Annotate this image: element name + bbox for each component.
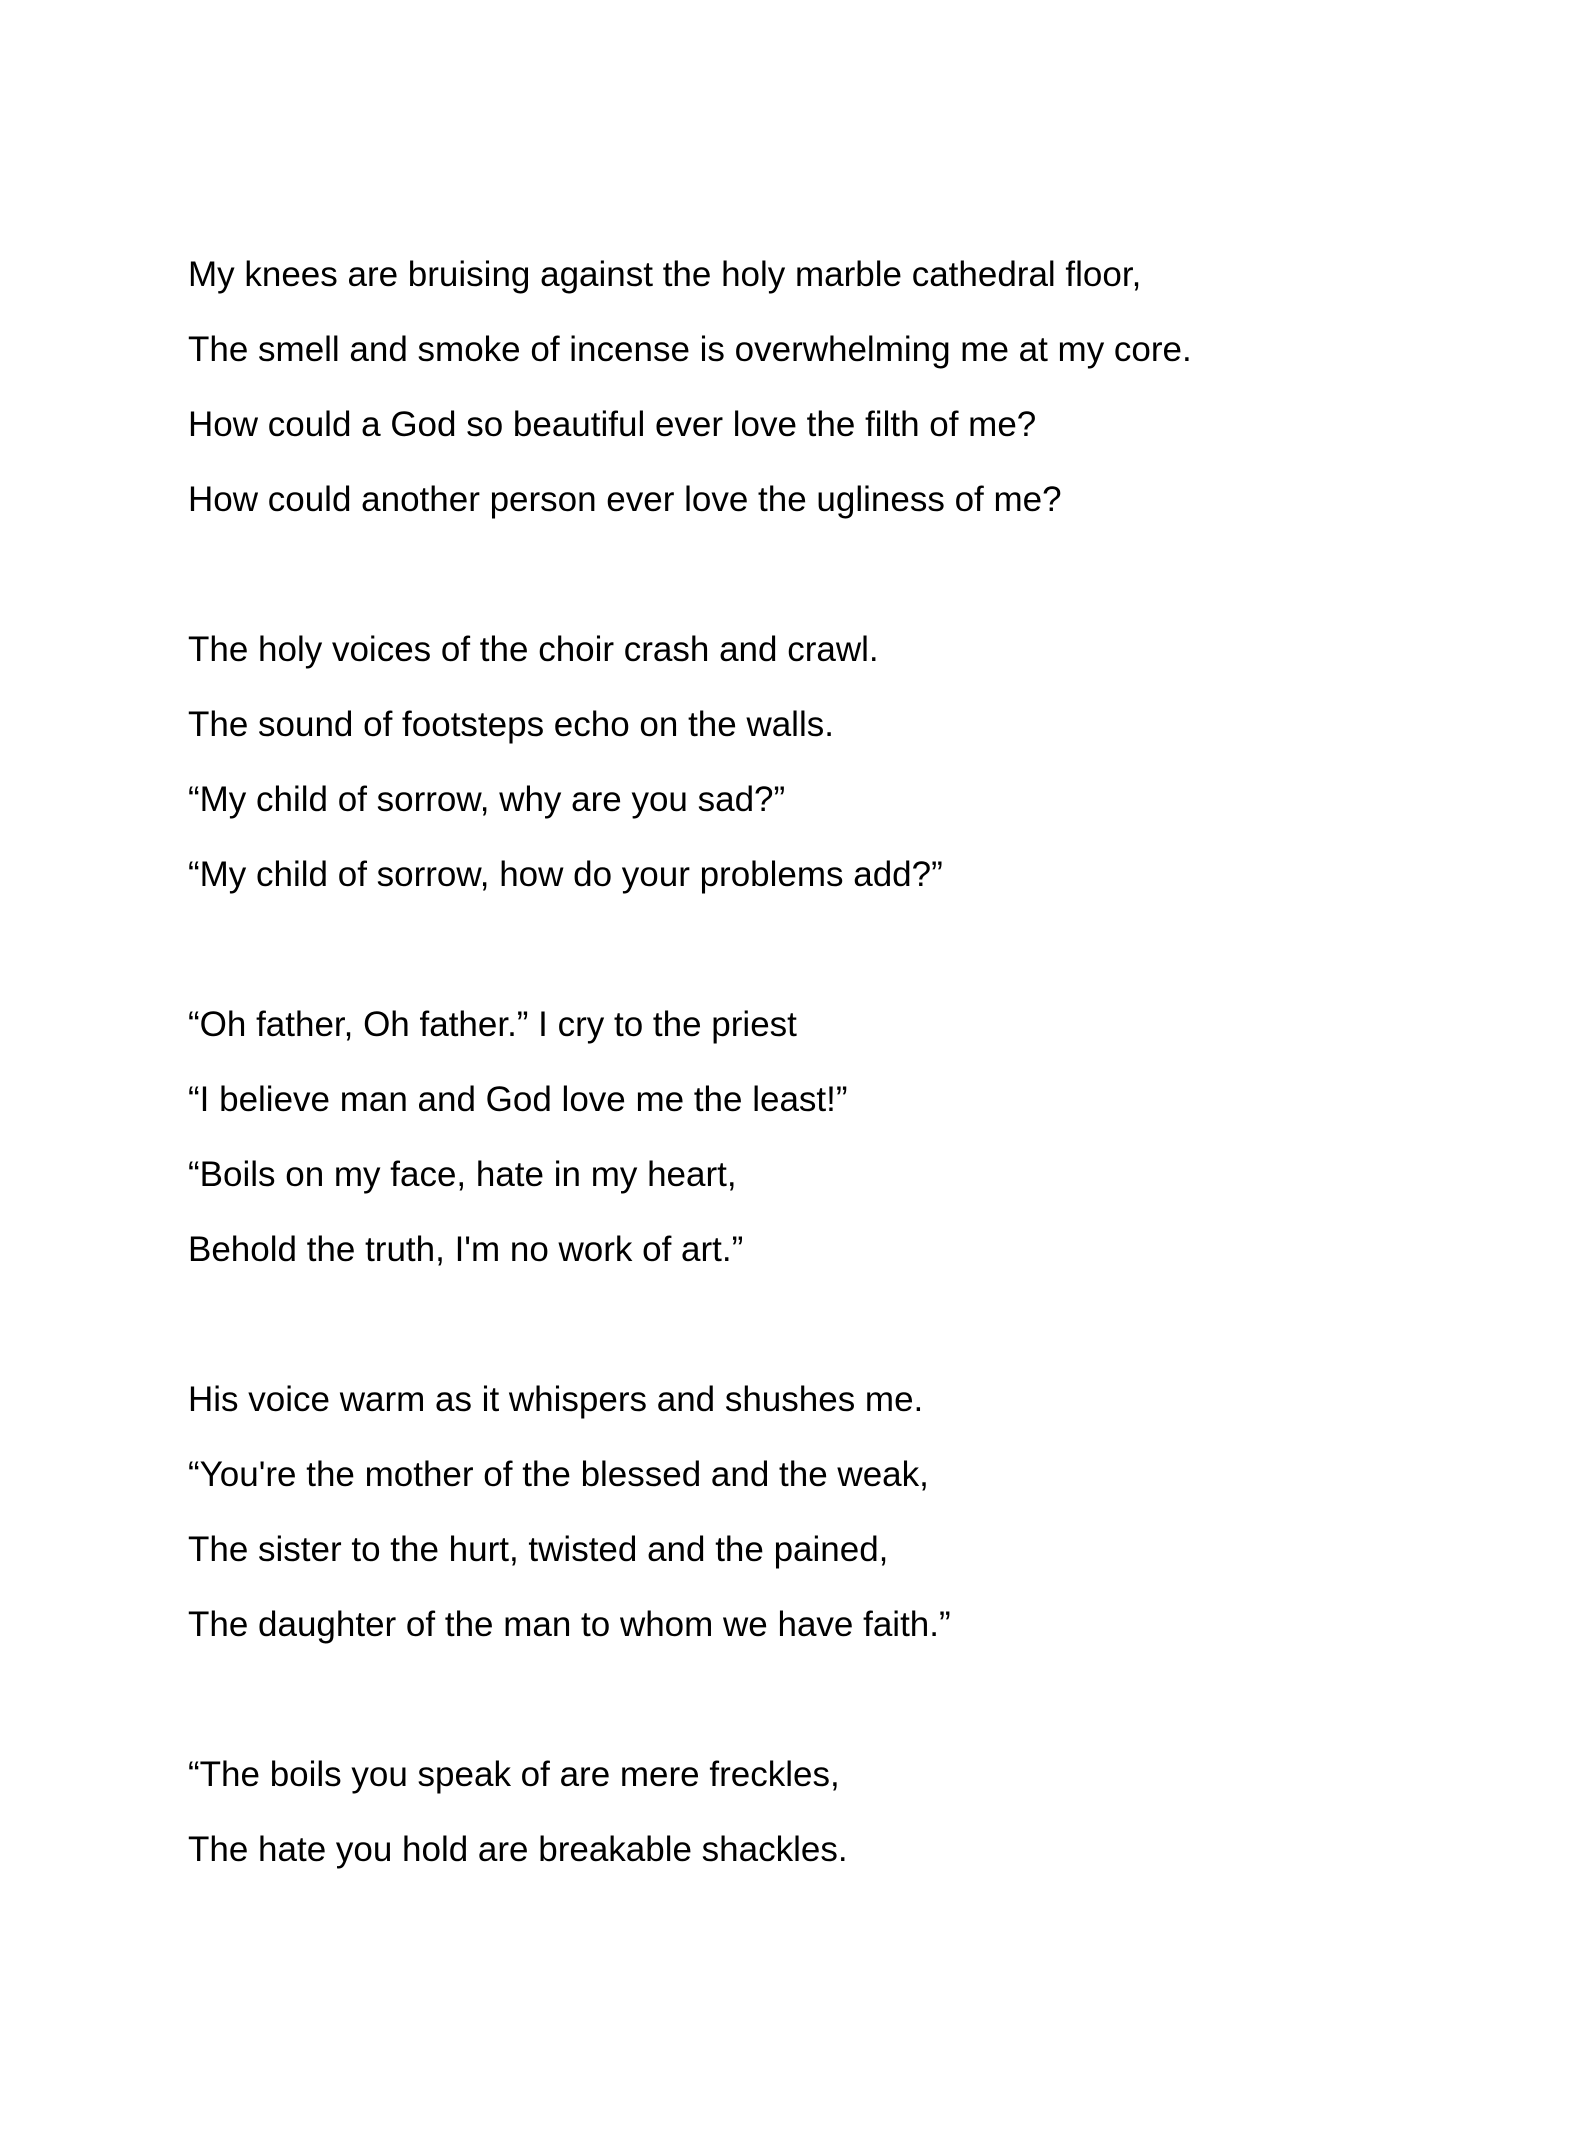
poem-line: The hate you hold are breakable shackles. <box>188 1830 848 1869</box>
stanza-1 <box>188 250 1438 550</box>
stanza-4 <box>188 1375 1438 1675</box>
stanza-5 <box>188 1750 1438 1900</box>
poem-line: The holy voices of the choir crash and crawl. <box>188 630 879 669</box>
poem-line: My knees are bruising against the holy marble cathedral floor, <box>188 255 1142 294</box>
poem-line: “My child of sorrow, how do your problems add?” <box>188 855 943 894</box>
poem-body <box>188 250 1438 1975</box>
poem-line: “My child of sorrow, why are you sad?” <box>188 780 786 819</box>
stanza-3 <box>188 1000 1438 1300</box>
poem-line: The sound of footsteps echo on the walls. <box>188 705 834 744</box>
stanza-2 <box>188 625 1438 925</box>
poem-line: The smell and smoke of incense is overwhelming me at my core. <box>188 330 1192 369</box>
poem-line: How could another person ever love the ugliness of me? <box>188 480 1062 519</box>
poem-line: How could a God so beautiful ever love the filth of me? <box>188 405 1037 444</box>
poem-line: “Boils on my face, hate in my heart, <box>188 1155 737 1194</box>
poem-line: The daughter of the man to whom we have faith.” <box>188 1605 951 1644</box>
poem-line: Behold the truth, I'm no work of art.” <box>188 1230 744 1269</box>
poem-line: His voice warm as it whispers and shushes me. <box>188 1380 924 1419</box>
poem-line: “I believe man and God love me the least!” <box>188 1080 848 1119</box>
poem-line: The sister to the hurt, twisted and the pained, <box>188 1530 889 1569</box>
poem-line: “You're the mother of the blessed and the weak, <box>188 1455 929 1494</box>
poem-line: “Oh father, Oh father.” I cry to the priest <box>188 1005 797 1044</box>
poem-line: “The boils you speak of are mere freckles, <box>188 1755 840 1794</box>
